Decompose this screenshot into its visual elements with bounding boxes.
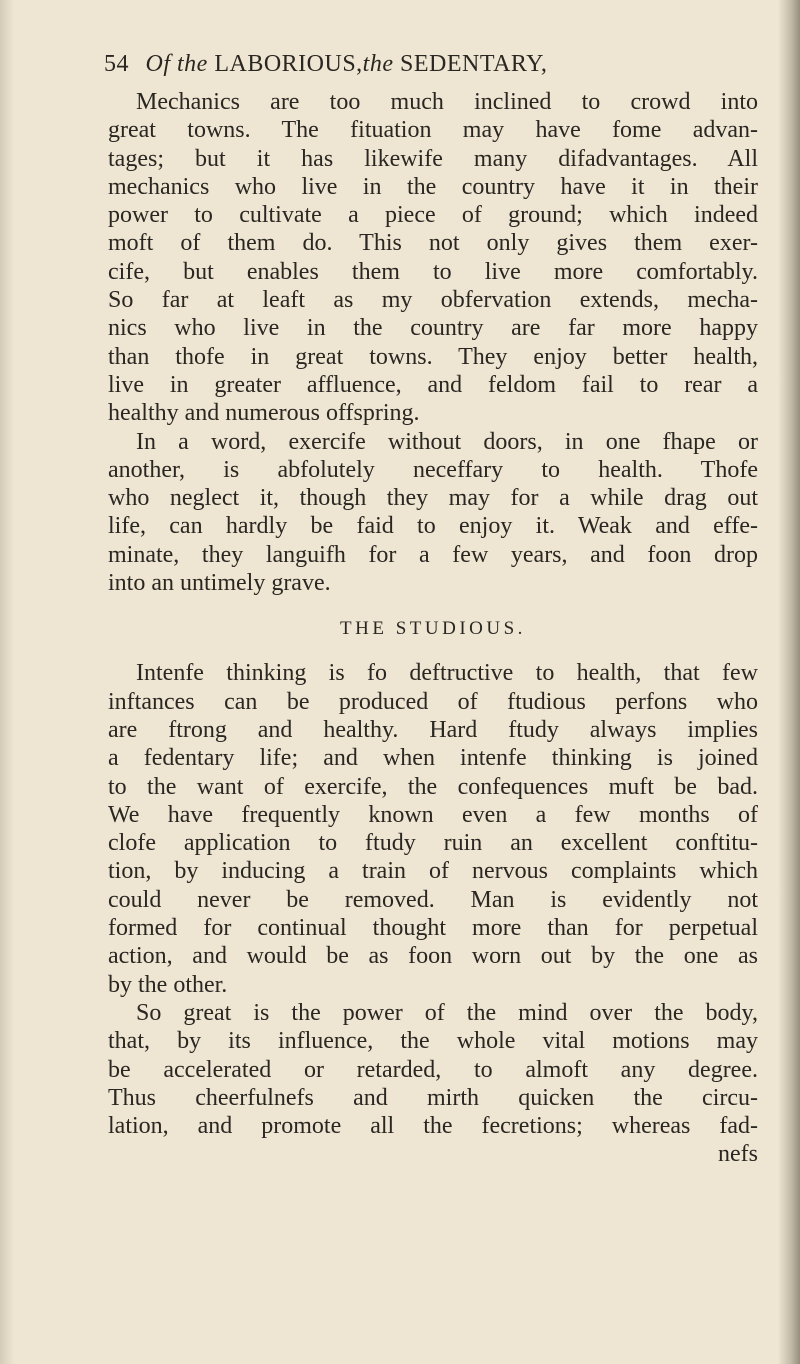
text-line: action, and would be as foon worn out by the one as [108,943,758,970]
text-line: are ftrong and healthy. Hard ftudy always implies [108,716,758,743]
text-line: live in greater affluence, and feldom fail to rear a [108,371,758,398]
paragraph-exercise [108,428,758,598]
text-line: by the other. [108,971,228,998]
text-line: cife, but enables them to live more comfortably. [108,258,758,285]
text-line: who neglect it, though they may for a while drag out [108,485,758,512]
text-line: could never be removed. Man is evidently not [108,886,758,913]
section-heading: THE STUDIOUS. [340,618,526,640]
text-line: inftances can be produced of ftudious perfons who [108,688,758,715]
text-line: clofe application to ftudy ruin an excellent conftitu- [108,830,758,857]
text-line: Intenfe thinking is fo deftructive to health, that few [136,660,758,687]
text-line: moft of them do. This not only gives them exer- [108,230,758,257]
text-line: life, can hardly be faid to enjoy it. Weak and effe- [108,513,758,540]
running-head-laborious: LABORIOUS, [214,51,363,77]
page-left-shadow [0,0,14,1364]
running-head [104,44,758,84]
text-line: mechanics who live in the country have it in their [108,173,758,200]
text-line: tion, by inducing a train of nervous complaints which [108,858,758,885]
text-line: lation, and promote all the fecretions; whereas fad- [108,1113,758,1140]
text-line: power to cultivate a piece of ground; which indeed [108,202,758,229]
text-line: In a word, exercife without doors, in one fhape or [136,428,758,455]
text-line: minate, they languifh for a few years, and foon drop [108,541,758,568]
page-gutter-shadow [778,0,800,1364]
text-line: a fedentary life; and when intenfe thinking is joined [108,745,758,772]
running-head-sedentary: SEDENTARY, [400,51,548,77]
page-number: 54 [104,51,129,77]
page-text [104,44,758,1169]
text-line: that, by its influence, the whole vital motions may [108,1028,758,1055]
text-line: Thus cheerfulnefs and mirth quicken the circu- [108,1084,758,1111]
text-line: We have frequently known even a few months of [108,801,758,828]
text-line: to the want of exercife, the confequences muft be bad. [108,773,758,800]
text-line: Mechanics are too much inclined to crowd into [136,89,758,115]
text-line: great towns. The fituation may have fome advan- [108,117,758,144]
paragraph-mind-body [108,999,758,1140]
text-line: nics who live in the country are far more happy [108,315,758,342]
text-line: than thofe in great towns. They enjoy better health, [108,343,758,370]
text-line: another, is abfolutely neceffary to health. Thofe [108,456,758,483]
running-head-the: the [362,51,394,77]
text-line: tages; but it has likewife many difadvantages. All [108,145,758,172]
text-line: into an untimely grave. [108,570,331,597]
text-line: be accelerated or retarded, to almoft any degree. [108,1056,758,1083]
text-line: formed for continual thought more than for perpetual [108,915,758,942]
running-head-of-the: Of the [145,51,208,77]
text-line: So far at leaft as my obfervation extends, mecha- [108,287,758,314]
catchword: nefs [718,1141,758,1168]
text-line: So great is the power of the mind over the body, [136,999,758,1026]
text-line: healthy and numerous offspring. [108,400,420,427]
paragraph-studious [108,659,758,999]
paragraph-mechanics [108,88,758,428]
